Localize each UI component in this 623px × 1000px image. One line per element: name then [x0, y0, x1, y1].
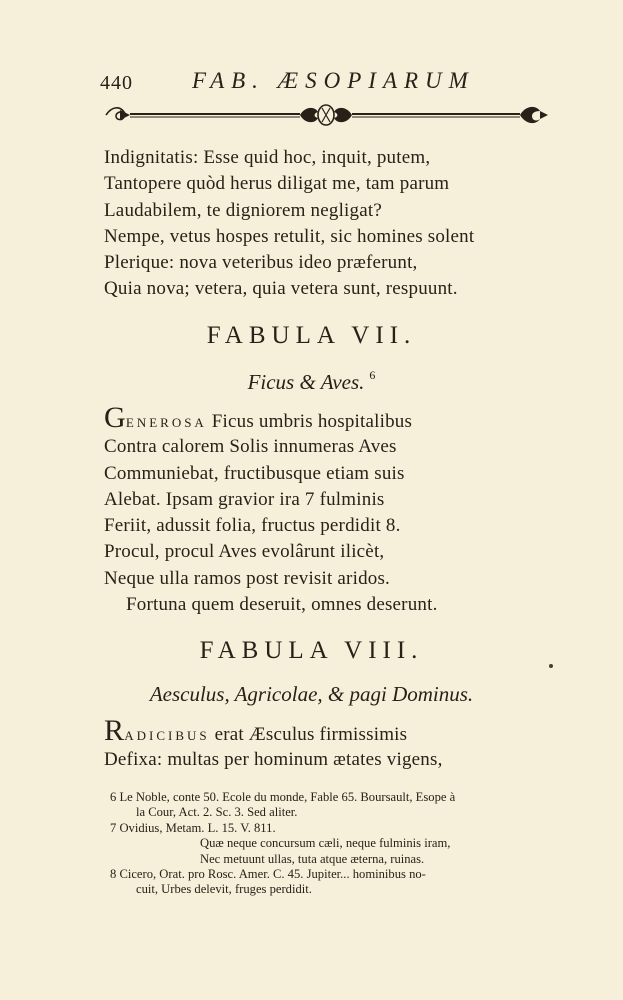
footnote-quote-line: Nec metuunt ullas, tuta atque æterna, ruinas. — [200, 851, 425, 866]
drop-cap: R — [104, 714, 125, 747]
footnote-line: 8 Cicero, Orat. pro Rosc. Amer. C. 45. Jupiter... hominibus no- — [110, 866, 426, 881]
footnote-line: cuit, Urbes delevit, fruges perdidit. — [136, 882, 312, 897]
verse-line-rest: Ficus umbris hospitalibus — [206, 411, 413, 432]
verse-line-moral: Fortuna quem deseruit, omnes deserunt. — [126, 594, 438, 616]
verse-line: Defixa: multas per hominum ætates vigens, — [104, 749, 443, 771]
decorative-rule-icon — [100, 102, 552, 128]
verse-line-first — [104, 401, 438, 434]
verse-block-top — [104, 145, 474, 303]
verse-line: Nempe, vetus hospes retulit, sic homines solent — [104, 225, 475, 247]
verse-line-first — [104, 714, 443, 747]
verse-line: Alebat. Ipsam gravior ira 7 fulminis — [104, 488, 385, 510]
verse-line: Plerique: nova veteribus ideo præferunt, — [104, 252, 418, 274]
footnote-quote-line: Quæ neque concursum cæli, neque fulminis iram, — [200, 836, 451, 851]
fable-title: FABULA VII. — [206, 322, 417, 349]
page-number: 440 — [100, 72, 133, 94]
verse-line: Feriit, adussit folia, fructus perdidit 8. — [104, 515, 401, 537]
footnotes — [110, 790, 590, 898]
verse-line: Contra calorem Solis innumeras Aves — [104, 436, 397, 458]
verse-block-fabula8 — [104, 714, 443, 774]
footnote-ref: 6 — [369, 368, 376, 382]
verse-line: Tantopere quòd herus diligat me, tam parum — [104, 173, 450, 195]
fable-subtitle-text: Ficus & Aves. — [247, 370, 365, 394]
footnote-line: 7 Ovidius, Metam. L. 15. V. 811. — [110, 820, 276, 835]
verse-line: Indignitatis: Esse quid hoc, inquit, putem, — [104, 147, 431, 168]
drop-cap: G — [104, 401, 126, 434]
ink-speck — [549, 664, 553, 668]
small-caps-word: ADICIBUS — [124, 728, 210, 743]
verse-block-fabula7 — [104, 401, 438, 618]
verse-line: Procul, procul Aves evolârunt ilicèt, — [104, 541, 385, 563]
footnote-line: 6 Le Noble, conte 50. Ecole du monde, Fable 65. Boursault, Esope à — [110, 790, 456, 804]
page-header — [100, 64, 560, 98]
footnote-line: la Cour, Act. 2. Sc. 3. Sed aliter. — [136, 805, 298, 820]
verse-line: Neque ulla ramos post revisit aridos. — [104, 567, 391, 589]
fable-title: FABULA VIII. — [199, 637, 424, 664]
verse-line: Laudabilem, te digniorem negligat? — [104, 199, 382, 221]
small-caps-word: ENEROSA — [125, 415, 207, 430]
verse-line: Quia nova; vetera, quia vetera sunt, respuunt. — [104, 278, 458, 300]
verse-line-rest: erat Æsculus firmissimis — [209, 724, 408, 745]
fable-subtitle — [0, 368, 623, 395]
fable-subtitle: Aesculus, Agricolae, & pagi Dominus. — [149, 682, 474, 706]
verse-line: Communiebat, fructibusque etiam suis — [104, 462, 405, 484]
running-title: FAB. ÆSOPIARUM — [192, 68, 475, 93]
